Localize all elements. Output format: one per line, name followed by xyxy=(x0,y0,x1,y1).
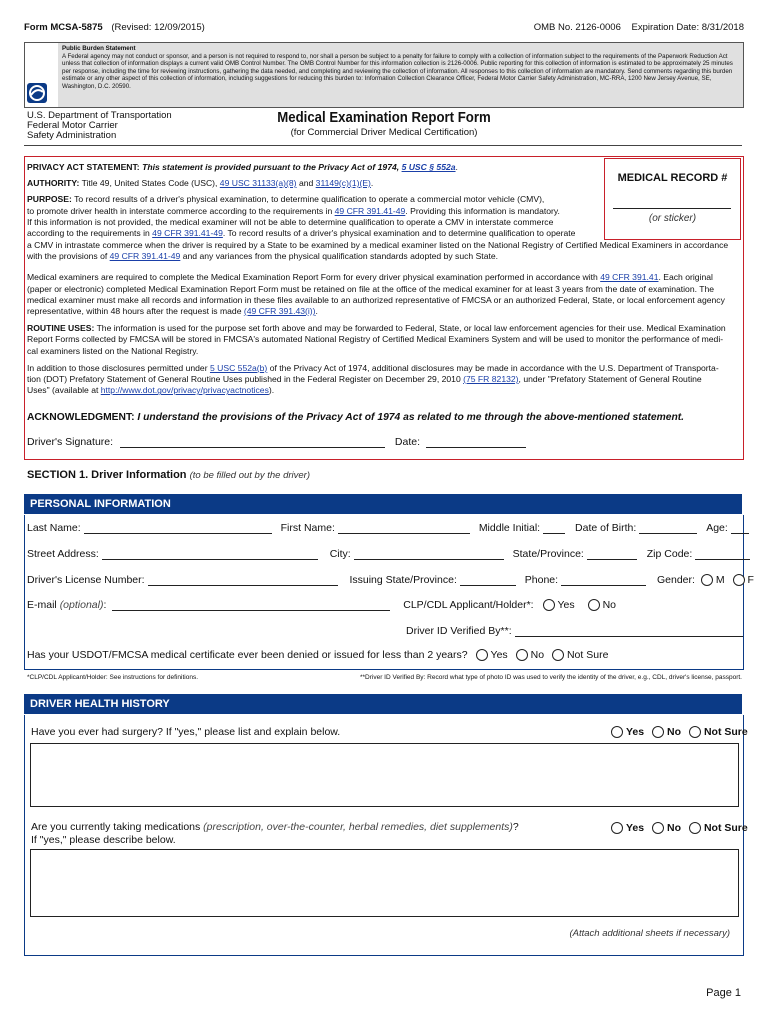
meds-not-sure-radio[interactable] xyxy=(689,822,701,834)
surgery-explanation-textarea[interactable] xyxy=(30,743,739,807)
id-verified-row: Driver ID Verified By**: xyxy=(406,625,743,637)
phone-input[interactable] xyxy=(561,574,646,586)
burden-box xyxy=(24,42,744,108)
meds-no-radio[interactable] xyxy=(652,822,664,834)
page-number: Page 1 xyxy=(706,987,741,999)
link-5usc552ab[interactable]: 5 USC 552a(b) xyxy=(209,362,268,373)
privacy-upper-text xyxy=(27,162,599,239)
license-row: Driver's License Number: Issuing State/Province: Phone: Gender: M F xyxy=(27,574,754,586)
age-input[interactable] xyxy=(731,522,749,534)
link-49cfr-3[interactable]: 49 CFR 391.41-49 xyxy=(109,251,181,262)
revised-date: (Revised: 12/09/2015) xyxy=(111,22,205,33)
license-input[interactable] xyxy=(148,574,338,586)
section1-title: SECTION 1. Driver Information (to be filled out by the driver) xyxy=(27,469,310,481)
middle-initial-input[interactable] xyxy=(543,522,565,534)
page-title: Medical Examination Report Form xyxy=(277,109,491,126)
form-number: Form MCSA-5875 xyxy=(24,22,103,33)
email-input[interactable] xyxy=(112,599,390,611)
form-number-line xyxy=(24,22,205,33)
purpose-continued: a CMV in intrastate commerce when the driver is required by a State to be examined by a medical examiner listed on the National Registry of Certified Medical Examiners in accordance with the provisions of 49 CFR 391.41-49 and any variances from the physical qualification standards adopted by such State. xyxy=(27,240,729,262)
denied-no-radio[interactable] xyxy=(516,649,528,661)
gender-f-radio[interactable] xyxy=(733,574,745,586)
disclosures-text: In addition to those disclosures permitted under 5 USC 552a(b) of the Privacy Act of 1974, additional disclosures may be made in accordance with the U.S. Department of Transporta- tion (DOT) Prefatory Statement of General Routine Uses published in the Federal Register on December 29, 2010 (75 FR 82132), under "Prefatory Statement of General Routine Uses" (available at http://www.dot.gov/privacy/privacyactnotices). xyxy=(27,362,719,396)
street-input[interactable] xyxy=(102,548,318,560)
clp-no-radio[interactable] xyxy=(588,599,600,611)
link-31149[interactable]: 31149(c)(1)(E) xyxy=(315,178,371,189)
clp-yes-radio[interactable] xyxy=(543,599,555,611)
attach-note: (Attach additional sheets if necessary) xyxy=(569,928,730,939)
address-row: Street Address: City: State/Province: Zip Code: xyxy=(27,548,750,560)
link-49cfr39143[interactable]: (49 CFR 391.43(i)) xyxy=(243,306,316,317)
health-history-bar: DRIVER HEALTH HISTORY xyxy=(24,694,742,714)
signature-input[interactable] xyxy=(120,436,385,448)
burden-title: Public Burden Statement xyxy=(62,45,136,52)
medications-question: Are you currently taking medications (prescription, over-the-counter, herbal remedies, diet supplements)? If "yes," please describe below. xyxy=(31,821,519,846)
acknowledgment: ACKNOWLEDGMENT: I understand the provisions of the Privacy Act of 1974 as related to me through the above-mentioned statement. xyxy=(27,412,685,423)
agency-line-1: U.S. Department of Transportation xyxy=(27,110,172,121)
agency-line-3: Safety Administration xyxy=(27,130,117,141)
expiration-date: Expiration Date: 8/31/2018 xyxy=(631,22,744,33)
id-verified-input[interactable] xyxy=(515,625,743,637)
signature-date-input[interactable] xyxy=(426,436,526,448)
form-title-block xyxy=(0,109,768,138)
medical-record-input[interactable] xyxy=(613,208,731,209)
zip-input[interactable] xyxy=(695,548,750,560)
last-name-input[interactable] xyxy=(84,522,272,534)
medical-record-label: MEDICAL RECORD # xyxy=(617,172,728,184)
link-49cfr39141[interactable]: 49 CFR 391.41 xyxy=(600,272,659,283)
footnote-clp: *CLP/CDL Applicant/Holder: See instructions for definitions. xyxy=(27,674,199,681)
burden-statement xyxy=(58,43,743,107)
link-49cfr-1[interactable]: 49 CFR 391.41-49 xyxy=(334,205,406,216)
city-input[interactable] xyxy=(354,548,504,560)
signature-row: Driver's Signature: Date: xyxy=(27,436,526,448)
issuing-state-input[interactable] xyxy=(460,574,516,586)
privacy-statement: PRIVACY ACT STATEMENT: This statement is provided pursuant to the Privacy Act of 1974, 5 USC § 552a. xyxy=(27,162,458,172)
burden-text: A Federal agency may not conduct or sponsor, and a person is not required to respond to, nor shall a person be subject to a penalty for failure to comply with a collection of information subject to the requirements of the Paperwork Reduction Act unless that collection of information displays a current valid OMB Control Number. The OMB Control Number for this information collection is 2126-0006. Public reporting for this collection of information is estimated to be approximately 25 minutes per response, including the time for reviewing instructions, gathering the data needed, and completing and reviewing the collection of information. All responses to this collection of information are mandatory. Send comments regarding this burden estimate or any other aspect of this collection of information, including suggestions for reducing this burden to: Information Collection Clearance Officer, Federal Motor Carrier Safety Administration, MC-RRA, 1200 New Jersey Avenue, SE, Washington, D.C. 20590. xyxy=(62,52,733,90)
meds-yes-radio[interactable] xyxy=(611,822,623,834)
authority-line: AUTHORITY: Title 49, United States Code (USC), 49 USC 31133(a)(8) and 31149(c)(1)(E). xyxy=(27,178,374,189)
examiners-text: Medical examiners are required to complete the Medical Examination Report Form for every driver physical examination performed in accordance with 49 CFR 391.41. Each original (paper or electronic) completed Medical Examination Report Form must be retained on file at the office of the medical examiner for at least 3 years from the date of examination. The medical examiner must make all records and information in these files available to an authorized representative of FMCSA or an authorized Federal, State, or local enforcement agency representative, within 48 hours after the request is made (49 CFR 391.43(i)). xyxy=(27,272,725,317)
first-name-input[interactable] xyxy=(338,522,470,534)
email-row: E-mail (optional): CLP/CDL Applicant/Holder*: Yes No xyxy=(27,599,616,611)
name-row: Last Name: First Name: Middle Initial: Date of Birth: Age: xyxy=(27,522,749,534)
omb-number: OMB No. 2126-0006 xyxy=(533,22,621,33)
surgery-not-sure-radio[interactable] xyxy=(689,726,701,738)
dob-input[interactable] xyxy=(639,522,697,534)
surgery-question: Have you ever had surgery? If "yes," please list and explain below. xyxy=(31,726,341,738)
denied-yes-radio[interactable] xyxy=(476,649,488,661)
medical-record-box xyxy=(604,158,741,240)
medications-options: Yes No Not Sure xyxy=(611,822,748,834)
personal-info-box xyxy=(24,515,744,670)
privacy-lower-text xyxy=(27,240,741,396)
agency-line-2: Federal Motor Carrier xyxy=(27,120,118,131)
surgery-no-radio[interactable] xyxy=(652,726,664,738)
title-divider xyxy=(24,145,742,146)
denied-row: Has your USDOT/FMCSA medical certificate ever been denied or issued for less than 2 years? Yes No Not Sure xyxy=(27,649,609,661)
sticker-note: (or sticker) xyxy=(648,213,697,224)
personal-info-bar: PERSONAL INFORMATION xyxy=(24,494,742,514)
link-5usc552a[interactable]: 5 USC § 552a xyxy=(401,162,456,172)
link-49cfr-2[interactable]: 49 CFR 391.41-49 xyxy=(152,228,223,239)
link-49usc31133[interactable]: 49 USC 31133(a)(8) xyxy=(219,178,297,189)
purpose-text: PURPOSE: To record results of a driver's physical examination, to determine qualification to operate a commercial motor vehicle (CMV), to promote driver health in interstate commerce according to the requirements in 49 CFR 391.41-49. Providing this information is mandatory. If this information is not provided, the medical examiner will not be able to determine qualification to operate a CMV in interstate commerce according to the requirements in 49 CFR 391.41-49. To record results of a driver's physical examination and to determine qualification to operate xyxy=(27,194,576,239)
surgery-yes-radio[interactable] xyxy=(611,726,623,738)
gender-m-radio[interactable] xyxy=(701,574,713,586)
link-75fr82132[interactable]: (75 FR 82132) xyxy=(463,374,519,385)
surgery-options: Yes No Not Sure xyxy=(611,726,748,738)
footnote-id: **Driver ID Verified By: Record what type of photo ID was used to verify the identity of the driver, e.g., CDL, driver's license, passport. xyxy=(359,674,742,681)
dot-logo-icon xyxy=(27,83,47,103)
medications-textarea[interactable] xyxy=(30,849,739,917)
denied-not-sure-radio[interactable] xyxy=(552,649,564,661)
state-input[interactable] xyxy=(587,548,637,560)
link-privacy-notices[interactable]: http://www.dot.gov/privacy/privacyactnotices xyxy=(100,385,269,396)
page-subtitle: (for Commercial Driver Medical Certification) xyxy=(290,127,478,138)
routine-uses-text: ROUTINE USES: The information is used for the purpose set forth above and may be forwarded to Federal, State, or local law enforcement agencies for their use. Medical Examination Report Forms collected by FMCSA will be stored in FMCSA's automated National Registry of Certified Medical Examiners System and will be used to monitor the performance of medi- cal examiners listed on the National Registry. xyxy=(27,323,726,356)
omb-line xyxy=(534,22,744,33)
